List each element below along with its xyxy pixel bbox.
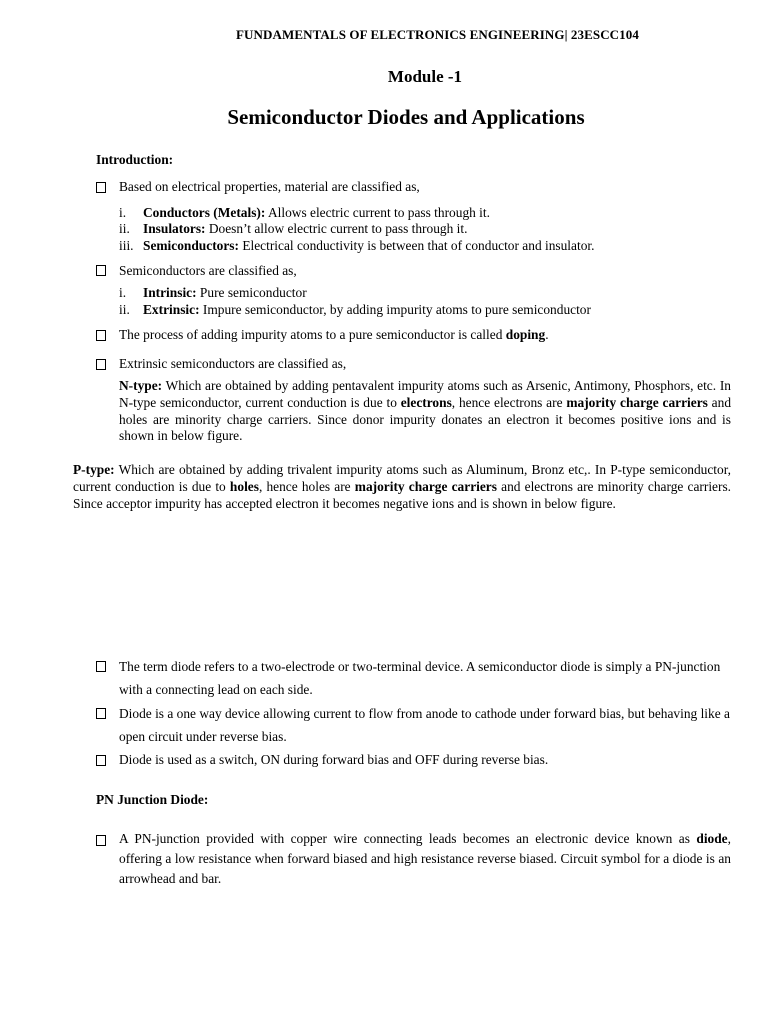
ntype-paragraph: N-type: Which are obtained by adding pentavalent impurity atoms such as Arsenic, Antimony, Phosphors, etc. In N-type semiconductor, current conduction is due to electrons, hence electrons are majority charge carriers and holes are minority charge carriers. Since donor impurity donates an electron it becomes positive ions and is shown in below figure.: [119, 378, 732, 444]
ptype-paragraph: P-type: Which are obtained by adding trivalent impurity atoms such as Aluminum, Bronz etc,. In P-type semiconductor, current conduction is due to holes, hence holes are majority charge carriers and electrons are minority charge carriers. Since acceptor impurity has accepted electron it becomes negative ions and is shown in below figure.: [73, 462, 732, 511]
list-number: ii.: [119, 221, 130, 236]
list-desc: Doesn’t allow electric current to pass through it.: [205, 221, 468, 236]
pn-junction-heading: PN Junction Diode:: [96, 792, 209, 807]
list-desc: Allows electric current to pass through it.: [265, 205, 490, 220]
list-term: Insulators:: [143, 221, 206, 236]
list-number: i.: [119, 205, 127, 220]
list-desc: Pure semiconductor: [196, 285, 307, 300]
bullet-text: Based on electrical properties, material are classified as,: [119, 179, 420, 194]
list-item: [119, 205, 731, 222]
bullet-icon: [96, 835, 106, 846]
page-title: Semiconductor Diodes and Applications: [227, 105, 585, 129]
bullet-icon: [96, 755, 106, 766]
list-term: Intrinsic:: [143, 285, 197, 300]
bullet-icon: [96, 359, 106, 370]
list-desc: Electrical conductivity is between that of conductor and insulator.: [238, 238, 595, 253]
bullet-text: Diode is a one way device allowing current to flow from anode to cathode under forward bias, but behaving like a open circuit under reverse bias.: [119, 706, 730, 744]
bullet-icon: [96, 182, 106, 193]
list-item: [119, 302, 731, 319]
bullet-text: A PN-junction provided with copper wire connecting leads becomes an electronic device known as diode, offering a low resistance when forward biased and high resistance reverse biased. Circuit symbol for a diode is an arrowhead and bar.: [119, 831, 731, 886]
bullet-icon: [96, 265, 106, 276]
list-item: [119, 238, 731, 255]
page-header: FUNDAMENTALS OF ELECTRONICS ENGINEERING| 23ESCC104: [236, 27, 639, 42]
list-item: [119, 221, 731, 238]
bullet-icon: [96, 708, 106, 719]
bullet-icon: [96, 661, 106, 672]
bullet-text: Extrinsic semiconductors are classified as,: [119, 356, 347, 371]
list-item: [119, 285, 731, 302]
bullet-icon: [96, 330, 106, 341]
list-number: ii.: [119, 302, 130, 317]
bullet-text: Diode is used as a switch, ON during forward bias and OFF during reverse bias.: [119, 752, 549, 767]
module-label: Module -1: [387, 67, 463, 86]
bullet-text: The term diode refers to a two-electrode or two-terminal device. A semiconductor diode is simply a PN-junction with a connecting lead on each side.: [119, 659, 721, 697]
introduction-heading: Introduction:: [96, 152, 174, 167]
list-number: iii.: [119, 238, 134, 253]
list-term: Extrinsic:: [143, 302, 200, 317]
list-term: Conductors (Metals):: [143, 205, 266, 220]
bullet-text: The process of adding impurity atoms to a pure semiconductor is called doping.: [119, 327, 549, 342]
list-term: Semiconductors:: [143, 238, 239, 253]
list-number: i.: [119, 285, 127, 300]
bullet-text: Semiconductors are classified as,: [119, 263, 297, 278]
list-desc: Impure semiconductor, by adding impurity atoms to pure semiconductor: [199, 302, 591, 317]
